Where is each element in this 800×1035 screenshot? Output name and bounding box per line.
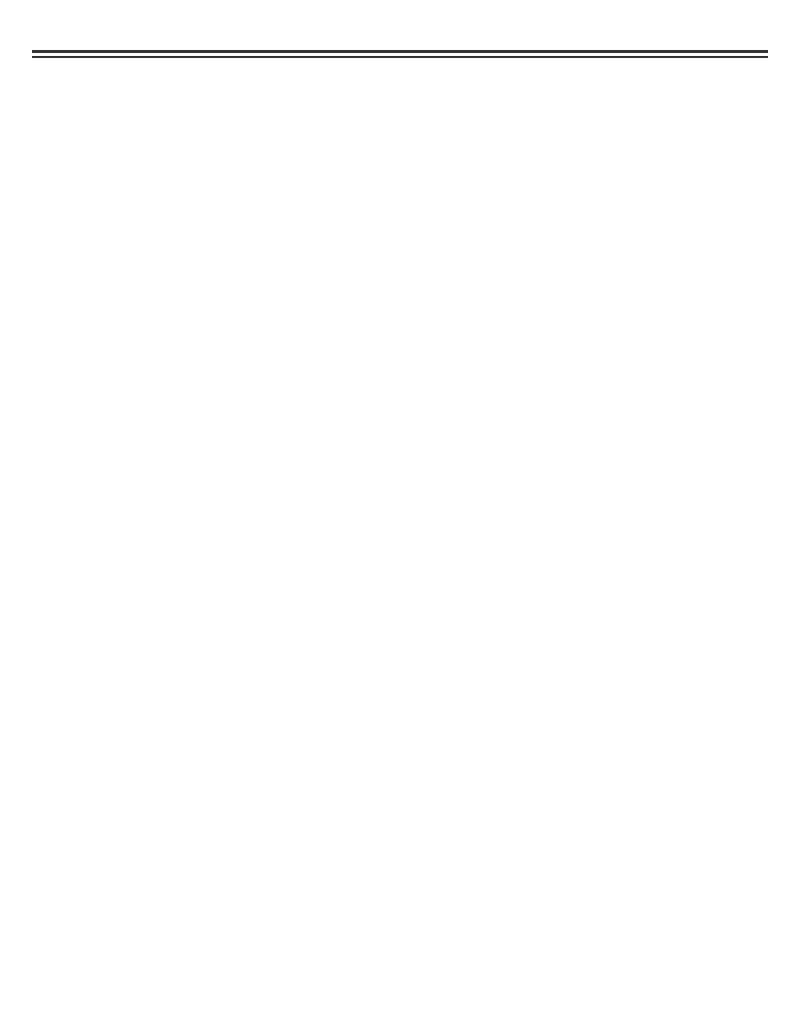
section-skills bbox=[30, 115, 770, 117]
contact-line bbox=[30, 76, 770, 92]
skills-columns bbox=[30, 115, 770, 117]
header-divider bbox=[30, 50, 770, 58]
skills-column-right bbox=[400, 115, 770, 117]
page-title bbox=[30, 0, 770, 30]
skills-column-left bbox=[30, 115, 400, 117]
divider-rule-thin bbox=[32, 56, 768, 58]
contact-separator-1 bbox=[386, 78, 400, 90]
contact-separator-2 bbox=[400, 78, 414, 90]
